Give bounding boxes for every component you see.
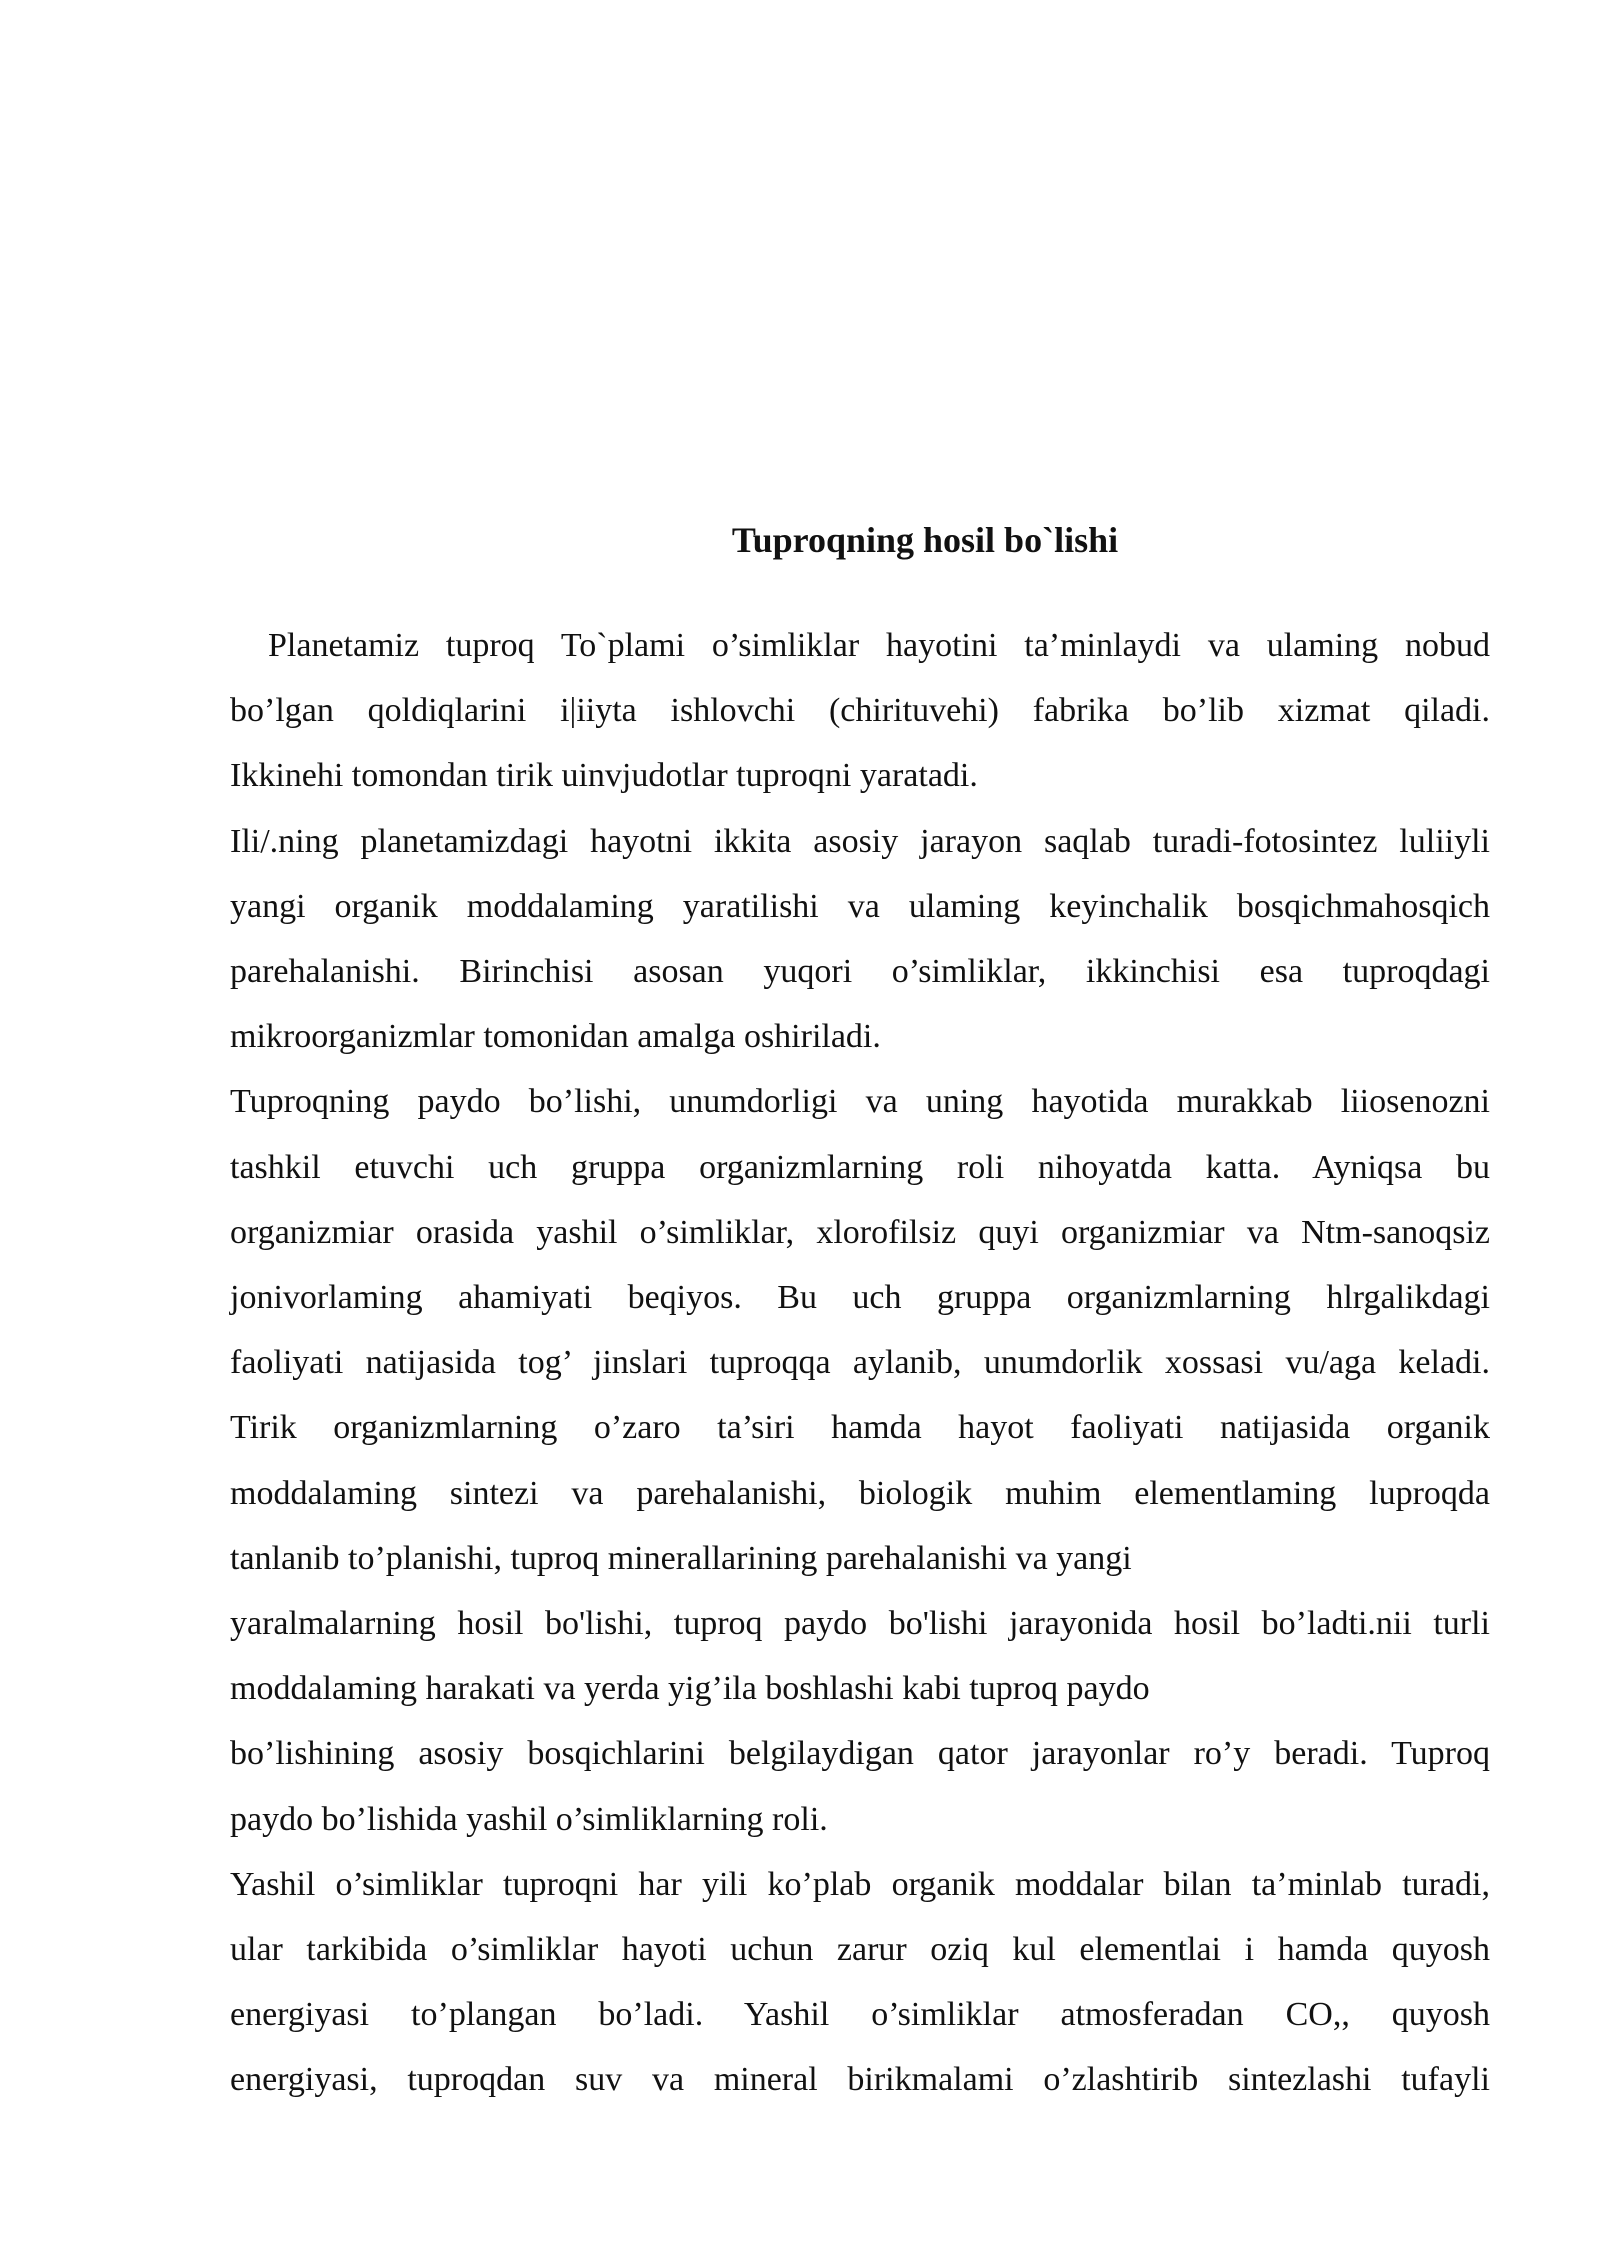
- text-line: tanlanib to’planishi, tuproq minerallarining parehalanishi va yangi: [230, 1539, 1132, 1577]
- text-line: paydo bo’lishida yashil o’simliklarning roli.: [230, 1800, 828, 1838]
- text-line: moddalaming harakati va yerda yig’ila boshlashi kabi tuproq paydo: [230, 1670, 1150, 1708]
- text-line: organizmiar orasida yashil o’simliklar, xlorofilsiz quyi organizmiar va Ntm-sanoqsiz: [230, 1213, 1490, 1251]
- text-line: ular tarkibida o’simliklar hayoti uchun zarur oziq kul elementlai i hamda quyosh: [230, 1931, 1490, 1969]
- text-line: yaralmalarning hosil bo'lishi, tuproq paydo bo'lishi jarayonida hosil bo’ladti.nii turli: [230, 1605, 1490, 1643]
- document-title: Tuproqning hosil bo`lishi: [731, 520, 1119, 560]
- text-line: energiyasi, tuproqdan suv va mineral birikmalami o’zlashtirib sintezlashi tufayli: [230, 2061, 1490, 2099]
- text-line: Ili/.ning planetamizdagi hayotni ikkita asosiy jarayon saqlab turadi-fotosintez luliiyli: [230, 822, 1490, 860]
- text-line: bo’lishining asosiy bosqichlarini belgilaydigan qator jarayonlar ro’y beradi. Tuproq: [230, 1735, 1490, 1773]
- text-line: Tuproqning paydo bo’lishi, unumdorligi va uning hayotida murakkab liiosenozni: [230, 1083, 1490, 1121]
- text-line: parehalanishi. Birinchisi asosan yuqori o’simliklar, ikkinchisi esa tuproqdagi: [230, 953, 1490, 991]
- text-line: mikroorganizmlar tomonidan amalga oshiriladi.: [230, 1018, 881, 1056]
- text-line: Yashil o’simliklar tuproqni har yili ko’plab organik moddalar bilan ta’minlab turadi,: [230, 1865, 1490, 1903]
- text-line: Tirik organizmlarning o’zaro ta’siri hamda hayot faoliyati natijasida organik: [230, 1409, 1490, 1447]
- text-line: bo’lgan qoldiqlarini i|iiyta ishlovchi (chirituvehi) fabrika bo’lib xizmat qiladi.: [230, 692, 1490, 730]
- text-line: jonivorlaming ahamiyati beqiyos. Bu uch gruppa organizmlarning hlrgalikdagi: [230, 1279, 1490, 1317]
- document-page: [230, 505, 1490, 2113]
- document-body: [230, 613, 1490, 2113]
- text-line: Planetamiz tuproq To`plami o’simliklar hayotini ta’minlaydi va ulaming nobud: [268, 627, 1490, 664]
- text-line: tashkil etuvchi uch gruppa organizmlarning roli nihoyatda katta. Ayniqsa bu: [230, 1148, 1490, 1186]
- text-line: energiyasi to’plangan bo’ladi. Yashil o’simliklar atmosferadan CO,, quyosh: [230, 1996, 1490, 2034]
- text-line: yangi organik moddalaming yaratilishi va ulaming keyinchalik bosqichmahosqich: [230, 887, 1490, 925]
- text-line: faoliyati natijasida tog’ jinslari tuproqqa aylanib, unumdorlik xossasi vu/aga keladi.: [230, 1344, 1490, 1382]
- text-line: Ikkinehi tomondan tirik uinvjudotlar tuproqni yaratadi.: [230, 757, 978, 795]
- text-line: moddalaming sintezi va parehalanishi, biologik muhim elementlaming luproqda: [230, 1474, 1490, 1512]
